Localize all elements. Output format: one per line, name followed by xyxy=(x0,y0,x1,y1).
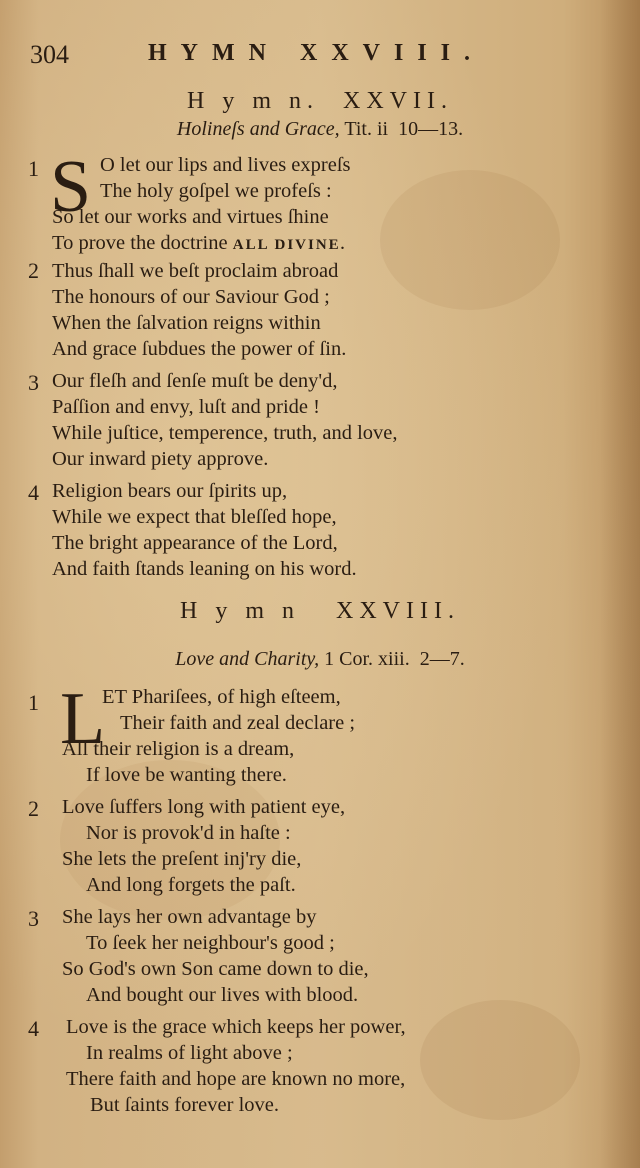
verse-number: 4 xyxy=(28,480,39,505)
verse-line: Love is the grace which keeps her power, xyxy=(66,1016,406,1038)
verse-number: 4 xyxy=(28,1016,39,1041)
hymn-27-subtitle xyxy=(0,118,640,141)
verse-line: Paſſion and envy, luſt and pride ! xyxy=(52,396,320,418)
verse-line: And faith ſtands leaning on his word. xyxy=(52,558,357,580)
verse-line: If love be wanting there. xyxy=(86,764,287,786)
verse-line: And grace ſubdues the power of ſin. xyxy=(52,338,347,360)
running-head xyxy=(0,34,640,74)
verse-line: Religion bears our ſpirits up, xyxy=(52,480,288,502)
hymn-28-subtitle xyxy=(0,648,640,671)
verse-line: Love ſuffers long with patient eye, xyxy=(62,796,346,818)
verse-line: Our inward piety approve. xyxy=(52,448,269,470)
verse-line: While juſtice, temperence, truth, and love, xyxy=(52,422,398,444)
drop-cap: S xyxy=(50,146,92,228)
verse-number: 1 xyxy=(28,156,39,181)
verse-line: When the ſalvation reigns within xyxy=(52,312,321,334)
verse-line: The honours of our Saviour God ; xyxy=(52,286,330,308)
hymn-27-title: H y m n. XXVII. xyxy=(187,88,453,114)
verse-line: So let our works and virtues ſhine xyxy=(52,206,329,228)
verse-number: 1 xyxy=(28,690,39,715)
hymn-27-scripture-ref: Tit. ii 10—13. xyxy=(339,118,464,140)
verse-line: O let our lips and lives expreſs xyxy=(100,154,351,176)
hymn-28-title: H y m n XXVIII. xyxy=(180,598,460,624)
hymn-27-subtitle-theme: Holineſs and Grace, xyxy=(176,118,340,140)
paper-stain xyxy=(380,170,560,310)
verse-line: All their religion is a dream, xyxy=(62,738,295,760)
verse-line: The holy goſpel we profeſs : xyxy=(100,180,332,202)
verse-line: ET Phariſees, of high eſteem, xyxy=(102,686,341,708)
hymn-28-scripture-ref: 1 Cor. xiii. 2—7. xyxy=(319,648,465,670)
verse-line: She lets the preſent inj'ry die, xyxy=(62,848,302,870)
verse-line: And long forgets the paſt. xyxy=(86,874,296,896)
paper-stain xyxy=(420,1000,580,1120)
verse-number: 2 xyxy=(28,796,39,821)
verse-line: While we expect that bleſſed hope, xyxy=(52,506,337,528)
verse-line: There faith and hope are known no more, xyxy=(66,1068,406,1090)
verse-line: To ſeek her neighbour's good ; xyxy=(86,932,335,954)
verse-line xyxy=(52,230,346,258)
verse-line: Our fleſh and ſenſe muſt be deny'd, xyxy=(52,370,338,392)
verse-line: She lays her own advantage by xyxy=(62,906,317,928)
small-caps-text: ALL DIVINE. xyxy=(232,237,347,253)
verse-line: Nor is provok'd in haſte : xyxy=(86,822,291,844)
page-edge-shadow xyxy=(600,0,640,1168)
verse-number: 3 xyxy=(28,906,39,931)
verse-line: Their faith and zeal declare ; xyxy=(120,712,356,734)
drop-cap: L xyxy=(60,678,106,760)
verse-number: 2 xyxy=(28,258,39,283)
hymn-28-subtitle-theme: Love and Charity, xyxy=(175,648,320,670)
verse-line: Thus ſhall we beſt proclaim abroad xyxy=(52,260,339,282)
verse-line: So God's own Son came down to die, xyxy=(62,958,369,980)
verse-line: In realms of light above ; xyxy=(86,1042,293,1064)
verse-line-text: To prove the doctrine xyxy=(52,232,233,254)
verse-line: The bright appearance of the Lord, xyxy=(52,532,338,554)
verse-line: But ſaints forever love. xyxy=(90,1094,280,1116)
verse-number: 3 xyxy=(28,370,39,395)
verse-line: And bought our lives with blood. xyxy=(86,984,359,1006)
running-title: HYMN XXVIII. xyxy=(148,40,484,66)
page-number: 304 xyxy=(30,40,69,69)
